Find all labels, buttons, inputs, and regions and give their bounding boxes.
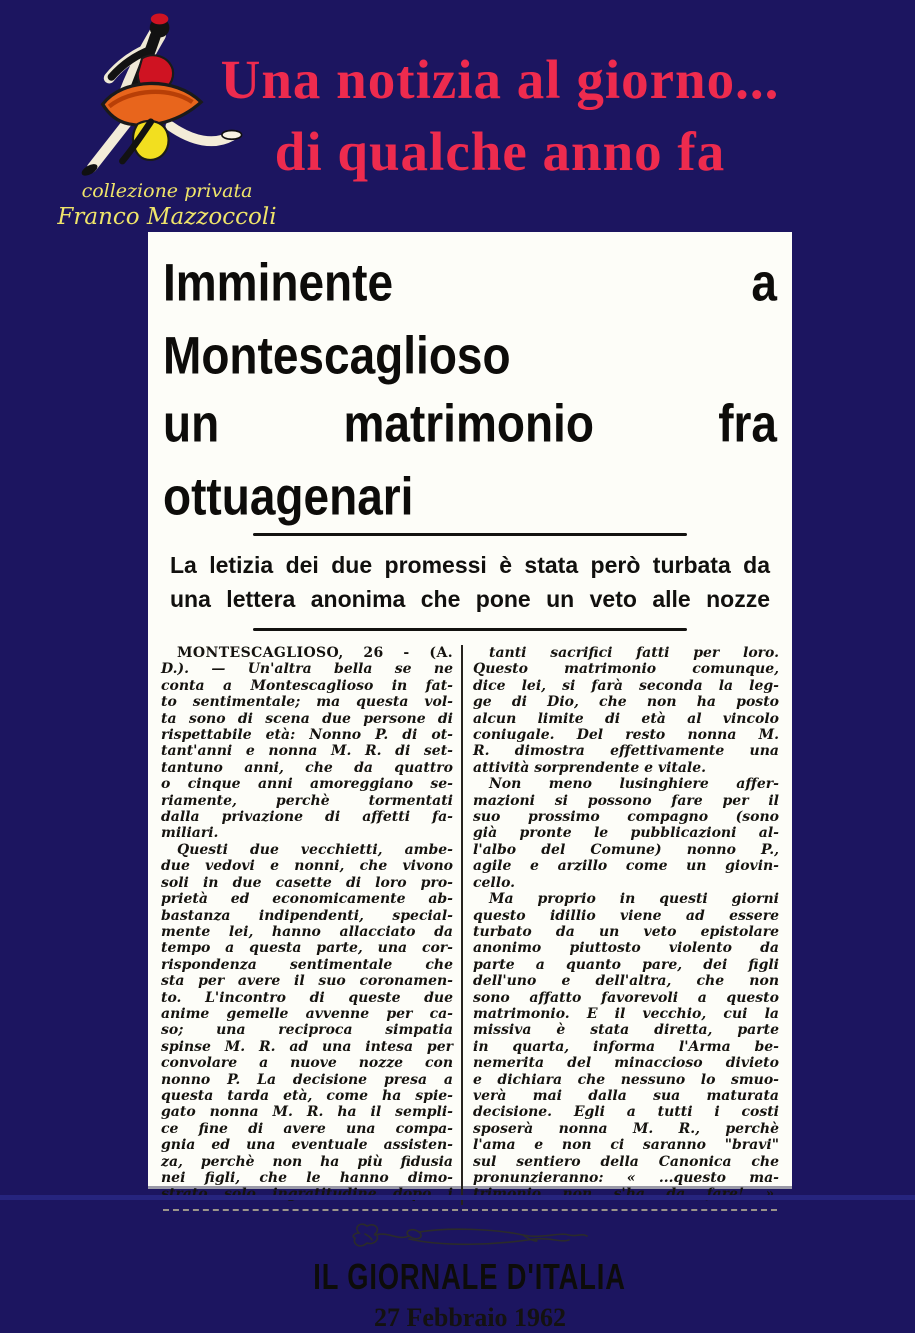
article-line: attività sorprendente e vitale.	[473, 759, 707, 776]
deck-rule	[253, 628, 687, 631]
credit-line2: Franco Mazzoccoli	[57, 204, 277, 230]
article-line: alcun limite di età al vincolo	[473, 710, 779, 727]
article-line: nei figli, che le hanno dimo-	[161, 1170, 453, 1186]
article-line: conta a Montescaglioso in fat-	[161, 677, 453, 694]
issue-date: 27 Febbraio 1962	[373, 1303, 567, 1332]
article-line: sta per avere il suo coronamen-	[161, 973, 453, 990]
article-line: Questo matrimonio comunque,	[473, 661, 779, 678]
article-line: missiva è stata diretta, parte	[473, 1022, 779, 1039]
article-line: bastanza indipendenti, special-	[161, 907, 453, 924]
article-line: pronunzieranno: « ...questo ma-	[473, 1170, 779, 1186]
article-line: suo prossimo compagno (sono	[473, 809, 779, 826]
article-line: l'albo del Comune) nonno P.,	[473, 841, 779, 858]
article-line: anonimo piuttosto violento da	[473, 940, 779, 957]
credit-line1: collezione privata	[81, 180, 253, 202]
deck-line1: La letizia dei due promessi è stata però turbata da	[170, 552, 770, 578]
article-line: questa tarda età, come ha spie-	[161, 1087, 453, 1104]
deck-line2: una lettera anonima che pone un veto alle nozze	[170, 586, 770, 612]
article-line: Ma proprio in questi giorni	[489, 891, 779, 908]
article-line: agile e arzillo come un giovin-	[473, 858, 779, 875]
article-line: sul sentiero della Canonica che	[473, 1153, 779, 1170]
article-line: ta sono di scena due persone di	[161, 710, 453, 727]
bottom-border-strip	[0, 1195, 915, 1200]
article-line: in quarta, informa l'Arma be-	[473, 1038, 779, 1055]
article-line: coniugale. Del resto nonna M.	[473, 727, 779, 744]
masthead-text: IL GIORNALE D'ITALIA	[313, 1255, 627, 1298]
flower-flourish-icon	[345, 1219, 595, 1257]
article-line: o cinque anni amoreggiano se-	[161, 776, 453, 793]
page-title-line2: di qualche anno fa	[274, 121, 726, 182]
article-line: MONTESCAGLIOSO, 26 - (A.	[177, 645, 453, 661]
article-line: nonno P. La decisione presa a	[161, 1071, 453, 1088]
article-line: e dichiara che nessuno lo smuo-	[473, 1071, 779, 1088]
article-line: D.). — Un'altra bella se ne	[161, 661, 453, 678]
article-line: questo idillio viene ad essere	[473, 907, 779, 924]
torn-edge-rule	[163, 1209, 777, 1211]
article-paragraph	[161, 842, 453, 1203]
page-title	[140, 44, 860, 188]
article-body	[161, 645, 779, 1205]
article-line: due vedovi e nonni, che vivono	[161, 858, 453, 875]
article-line: prietà ed economicamente ab-	[161, 891, 453, 908]
article-line: sono affatto favorevoli a questo	[473, 989, 779, 1006]
article-line: l'ama e non ci saranno "bravi"	[473, 1137, 779, 1154]
article-headline-line2: un matrimonio fra ottuagenari	[163, 393, 777, 527]
article-paragraph	[473, 776, 779, 891]
article-line: R. dimostra effettivamente una	[473, 743, 779, 760]
article-line: nemerita del minaccioso divieto	[473, 1055, 779, 1072]
article-line: dice lei, si farà seconda la leg-	[473, 677, 779, 694]
article-line: convolare a nuove nozze con	[161, 1055, 453, 1072]
headline-rule	[253, 533, 687, 536]
article-line: già pronte le pubblicazioni al-	[473, 825, 779, 842]
article-line: tempo a questa parte, una cor-	[161, 940, 453, 957]
article-line: so; una reciproca simpatia	[161, 1022, 453, 1039]
article-line: tant'anni e nonna M. R. di set-	[161, 743, 453, 760]
article-line: Non meno lusinghiere affer-	[489, 776, 779, 793]
article-line: parte a quanto pare, dei figli	[473, 956, 779, 973]
article-line: to. L'incontro di queste due	[161, 989, 453, 1006]
article-line: dell'uno e dell'altra, che non	[473, 973, 779, 990]
article-line: sposerà nonna M. R., perchè	[473, 1120, 779, 1137]
article-line: spinse M. R. ad una intesa per	[161, 1038, 453, 1055]
article-line: tantuno anni, che da quattro	[161, 759, 453, 776]
article-line: decisione. Egli a tutti i costi	[473, 1104, 779, 1121]
article-line: miliari.	[161, 825, 219, 842]
article-paragraph	[473, 645, 779, 776]
article-line: soli in due casette di loro pro-	[161, 874, 453, 891]
article-line: turbato da un veto epistolare	[473, 923, 779, 940]
article-line: Questi due vecchietti, ambe-	[177, 841, 453, 858]
article-line: rispondenza sentimentale che	[161, 956, 453, 973]
article-line: gato nonna M. R. ha il sempli-	[161, 1104, 453, 1121]
article-line: mente lei, hanno allacciato da	[161, 923, 453, 940]
article-column-left	[161, 645, 461, 1205]
article-column-right	[461, 645, 779, 1205]
article-line: rispettabile età: Nonno P. di ot-	[161, 727, 453, 744]
article-line: ce fine di avere una compa-	[161, 1120, 453, 1137]
article-paragraph	[473, 891, 779, 1203]
article-line: matrimonio. E il vecchio, cui la	[473, 1005, 779, 1022]
article-line: mazioni si possono fare per il	[473, 792, 779, 809]
article-line: to sentimentale; ma questa vol-	[161, 694, 453, 711]
article-line: anime gemelle avvenne per ca-	[161, 1005, 453, 1022]
masthead	[161, 1255, 779, 1298]
article-deck	[170, 548, 770, 616]
newspaper-clipping	[148, 232, 792, 1332]
article-paragraph	[161, 645, 453, 842]
article-line: verà mai dalla sua maturata	[473, 1087, 779, 1104]
article-line: za, perchè non ha più fidusia	[161, 1153, 453, 1170]
article-line: gnia ed una eventuale assisten-	[161, 1137, 453, 1154]
page-title-line1: Una notizia al giorno...	[220, 49, 780, 110]
article-line: riamente, perchè tormentati	[161, 792, 453, 809]
article-line: ge di Dio, che non ha posto	[473, 694, 779, 711]
article-headline-line1: Imminente a Montescaglioso	[163, 252, 777, 386]
article-line: dalla privazione di affetti fa-	[161, 809, 453, 826]
article-line: cello.	[473, 874, 516, 891]
article-line: tanti sacrifici fatti per loro.	[489, 645, 779, 661]
